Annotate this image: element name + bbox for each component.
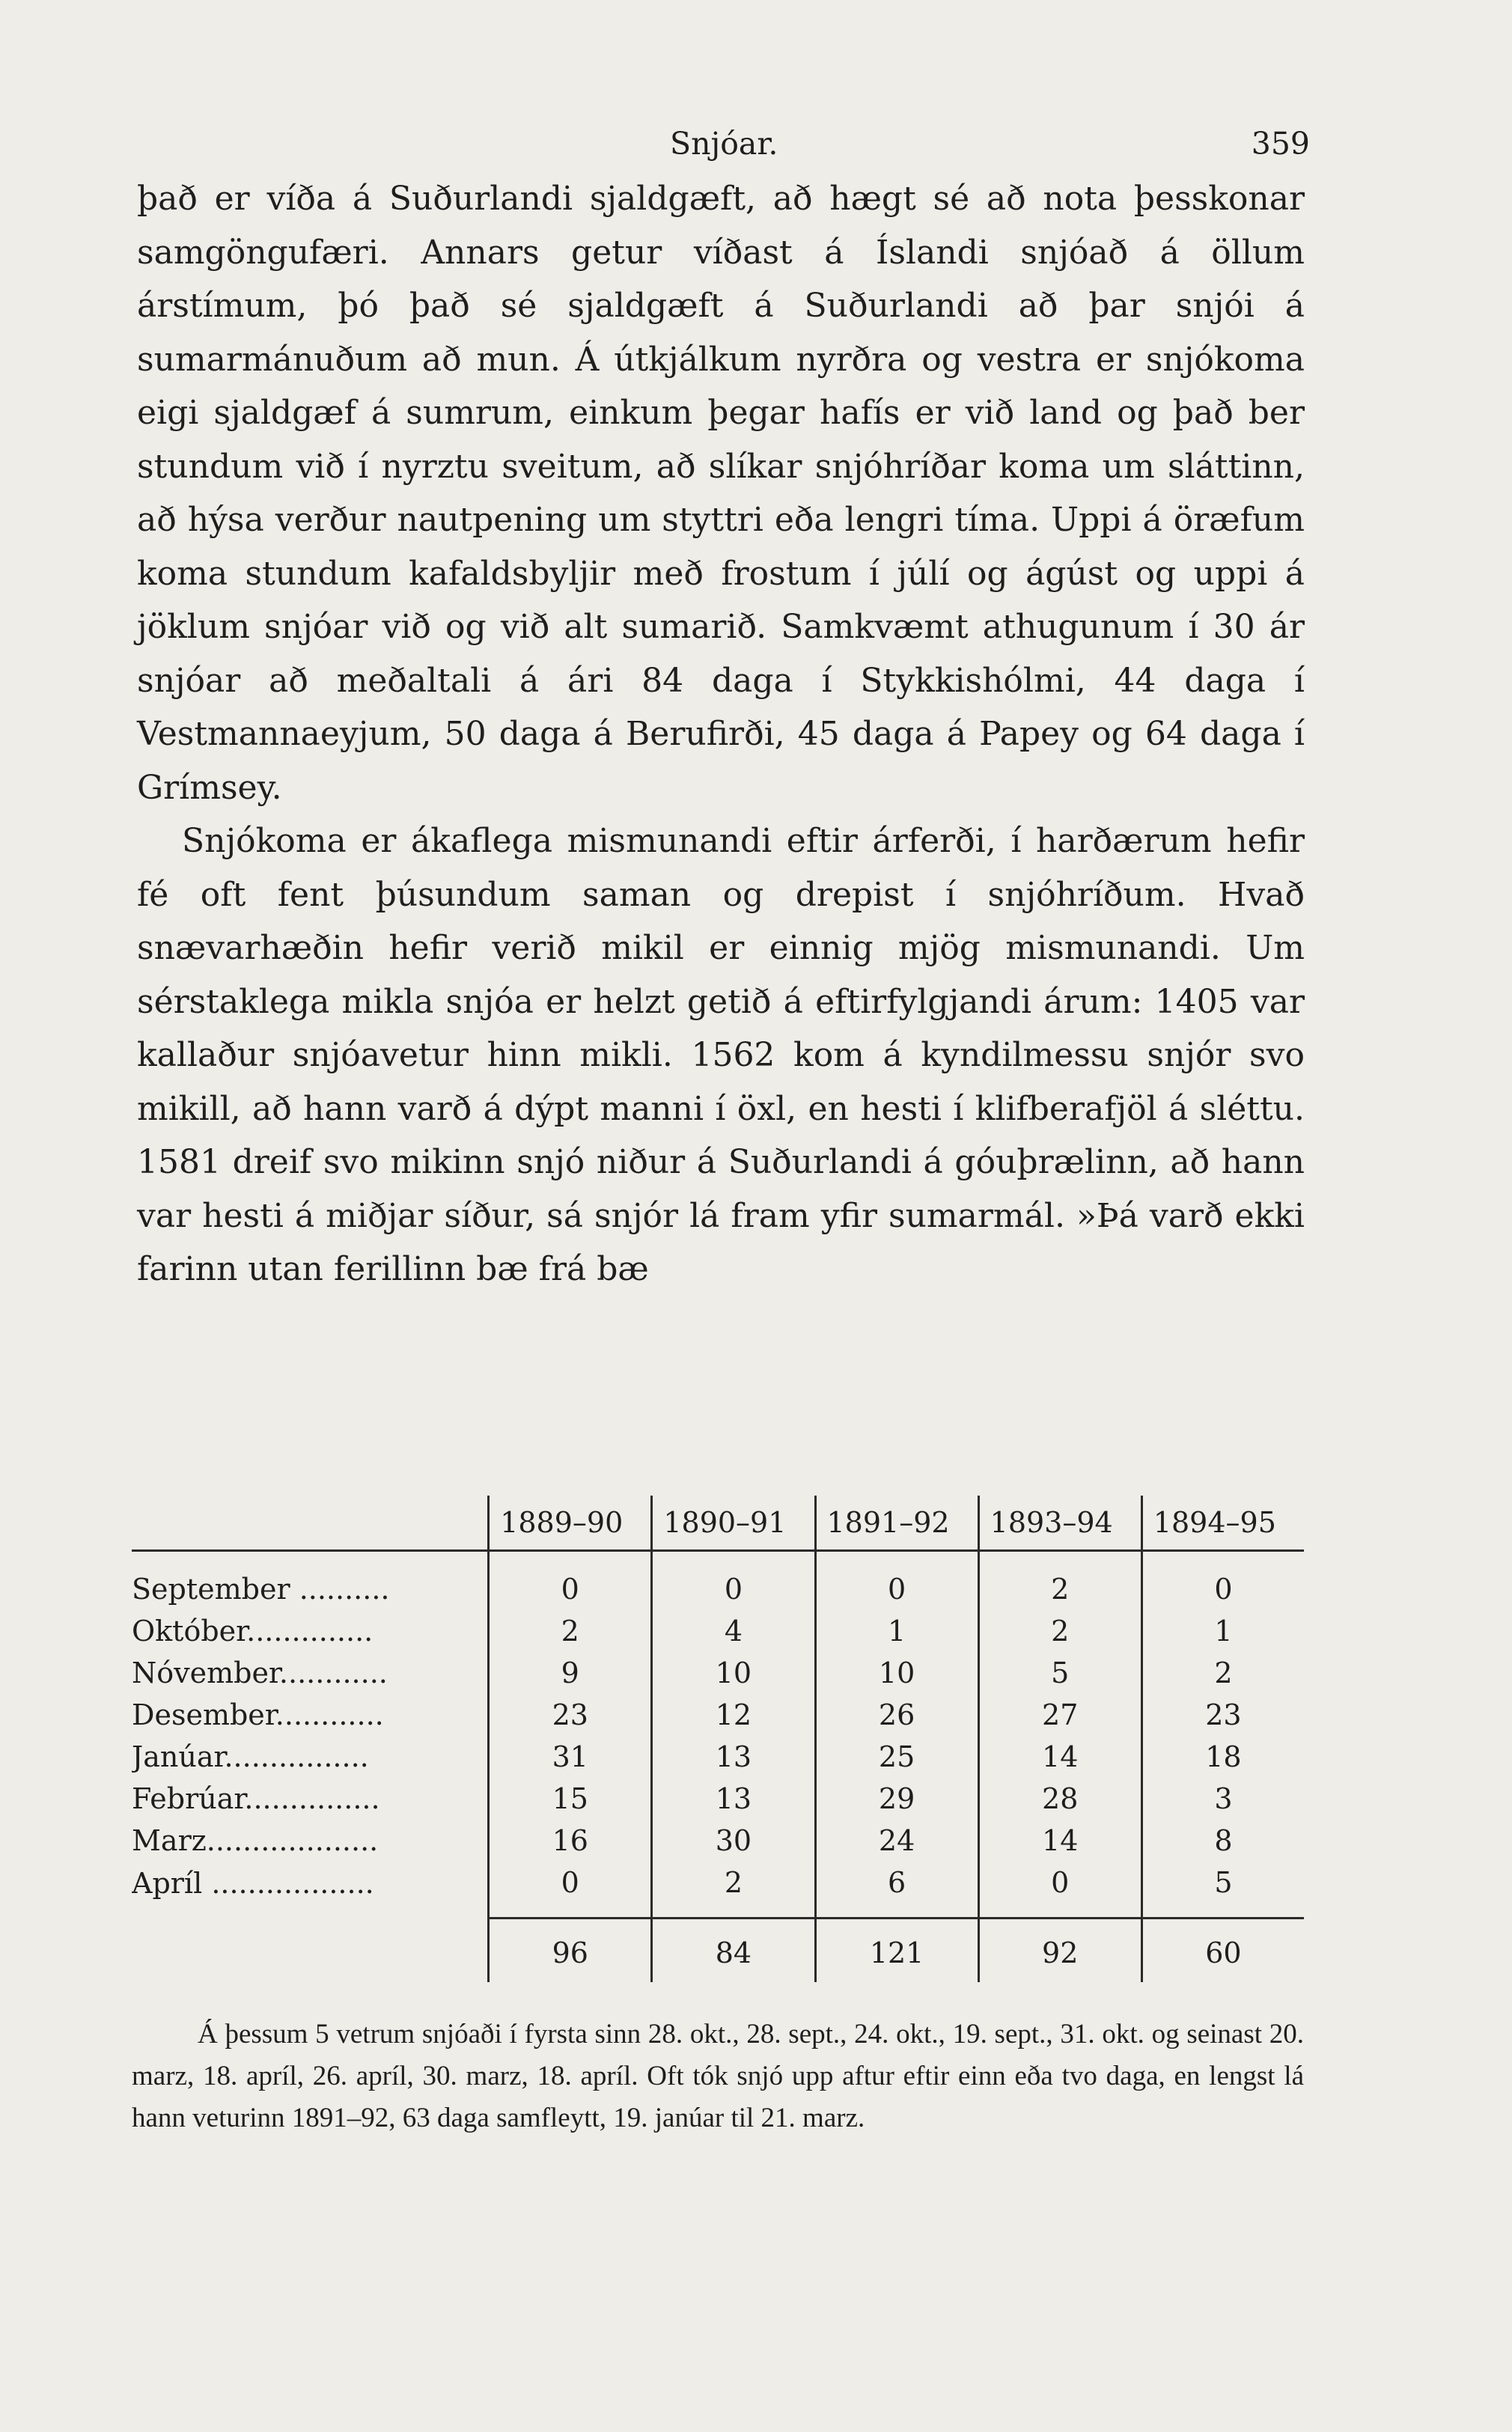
table-cell: 1 [815,1610,978,1652]
table-cell: 15 [489,1778,652,1820]
table-row [132,1820,1304,1862]
table-header-row [132,1496,1304,1551]
table-cell: 5 [1141,1862,1304,1919]
table-cell: 25 [815,1736,978,1778]
table-cell: 1 [1141,1610,1304,1652]
paragraph-snowfall: Snjókoma er ákaflega mismunandi eftir árferði, í harðærum hefir fé oft fent þúsundum saman og drepist í snjóhríðum. Hvað snævarhæðin hefir verið mikil er einnig mjög mismunandi. Um sérstaklega mikla snjóa er helzt getið á eftirfylgjandi árum: 1405 var kallaður snjóavetur hinn mikli. 1562 kom á kyndilmessu snjór svo mikill, að hann varð á dýpt manni í öxl, en hesti í klifberafjöl á sléttu. 1581 dreif svo mikinn snjó niður á Suðurlandi á góuþrælinn, að hann var hesti á miðjar síður, sá snjór lá fram yfir sumarmál. »Þá varð ekki farinn utan ferillinn bæ frá bæ [137,822,1305,1288]
table-row [132,1862,1304,1919]
table-cell: 2 [978,1551,1141,1611]
table-cell: 14 [978,1736,1141,1778]
table-cell: 29 [815,1778,978,1820]
table-cell: 5 [978,1652,1141,1694]
month-label: September .......... [132,1573,390,1606]
table-cell: 3 [1141,1778,1304,1820]
month-label: Október.............. [132,1615,374,1648]
table-cell: 30 [652,1820,815,1862]
table-cell: 23 [489,1694,652,1736]
table-cell: 27 [978,1694,1141,1736]
table-cell: 9 [489,1652,652,1694]
running-header [0,126,1512,171]
table-cell: 10 [652,1652,815,1694]
paragraph-continued: það er víða á Suðurlandi sjaldgæft, að hægt sé að nota þesskonar samgöngufæri. Annars getur víðast á Íslandi snjóað á öllum árstímum, þó það sé sjaldgæft á Suðurlandi að þar snjói á sumarmánuðum að mun. Á útkjálkum nyrðra og vestra er snjókoma eigi sjaldgæf á sumrum, einkum þegar hafís er við land og það ber stundum við í nyrztu sveitum, að slíkar snjóhríðar koma um sláttinn, að hýsa verður nautpening um styttri eða lengri tíma. Uppi á öræfum koma stundum kafaldsbyljir með frostum í júlí og ágúst og uppi á jöklum snjóar við og við alt sumarið. Samkvæmt athugunum í 30 ár snjóar að meðaltali á ári 84 daga í Stykkishólmi, 44 daga í Vestmannaeyjum, 50 daga á Berufirði, 45 daga á Papey og 64 daga í Grímsey. [137,180,1305,807]
table-cell: 28 [978,1778,1141,1820]
month-label: Apríl .................. [132,1866,374,1900]
month-label: Febrúar............... [132,1782,380,1815]
table-cell: 4 [652,1610,815,1652]
month-label: Desember............ [132,1698,384,1731]
footnote-text: Á þessum 5 vetrum snjóaði í fyrsta sinn 28. okt., 28. sept., 24. okt., 19. sept., 31. okt. og seinast 20. marz, 18. apríl, 26. apríl, 30. marz, 18. apríl. Oft tók snjó upp aftur eftir einn eða tvo daga, en lengst lá hann veturinn 1891–92, 63 daga samfleytt, 19. janúar til 21. marz. [132,2019,1304,2133]
table-cell: 10 [815,1652,978,1694]
column-header: 1890–91 [652,1496,815,1551]
table-row [132,1652,1304,1694]
table-cell: 23 [1141,1694,1304,1736]
table-cell: 16 [489,1820,652,1862]
table-cell: 0 [815,1551,978,1611]
table-cell: 12 [652,1694,815,1736]
month-label: Marz................... [132,1824,379,1857]
totals-row [132,1919,1304,1983]
month-label: Nóvember............ [132,1657,388,1689]
table-cell: 0 [978,1862,1141,1919]
table-cell: 8 [1141,1820,1304,1862]
snow-days-table [132,1496,1304,1982]
table-cell: 13 [652,1778,815,1820]
table-cell: 31 [489,1736,652,1778]
running-title: Snjóar. [670,126,778,162]
total-cell: 96 [489,1919,652,1983]
total-cell: 92 [978,1919,1141,1983]
table-cell: 6 [815,1862,978,1919]
column-header: 1894–95 [1141,1496,1304,1551]
table-cell: 2 [652,1862,815,1919]
month-label: Janúar................ [132,1740,369,1773]
table-cell: 2 [978,1610,1141,1652]
table-cell: 0 [489,1551,652,1611]
table-cell: 26 [815,1694,978,1736]
table-cell: 13 [652,1736,815,1778]
table-row [132,1778,1304,1820]
column-header: 1889–90 [489,1496,652,1551]
table-row [132,1551,1304,1611]
total-cell: 84 [652,1919,815,1983]
page-number: 359 [1251,126,1310,162]
table-cell: 14 [978,1820,1141,1862]
table-cell: 24 [815,1820,978,1862]
table-cell: 0 [489,1862,652,1919]
header-blank-cell [132,1496,489,1551]
total-cell: 60 [1141,1919,1304,1983]
column-header: 1891–92 [815,1496,978,1551]
table-row [132,1610,1304,1652]
table-row [132,1736,1304,1778]
table-row [132,1694,1304,1736]
totals-label-blank [132,1919,489,1983]
table-footnote [132,2014,1304,2139]
table-cell: 0 [652,1551,815,1611]
total-cell: 121 [815,1919,978,1983]
table-cell: 0 [1141,1551,1304,1611]
table-cell: 2 [489,1610,652,1652]
column-header: 1893–94 [978,1496,1141,1551]
body-text [137,172,1305,1296]
table-cell: 2 [1141,1652,1304,1694]
table-cell: 18 [1141,1736,1304,1778]
